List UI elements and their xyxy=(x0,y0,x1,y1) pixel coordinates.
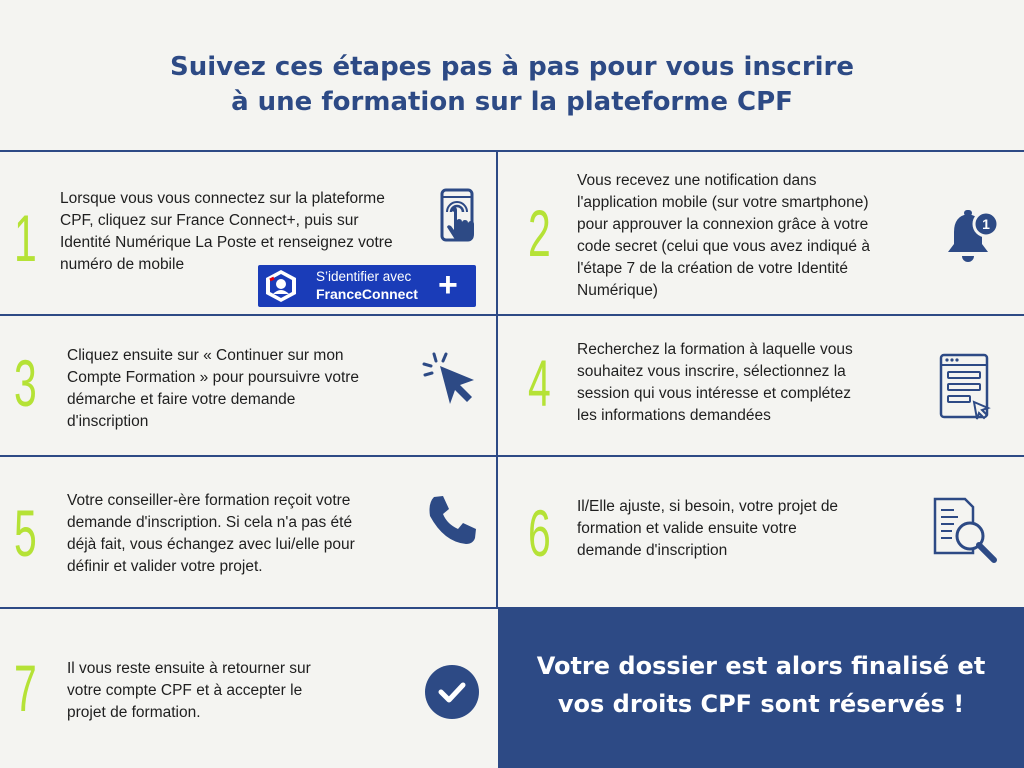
cursor-click-icon xyxy=(422,352,480,404)
title-line-1: Suivez ces étapes pas à pas pour vous inscrire xyxy=(169,52,855,82)
step-text-line: demande d'inscription. Si cela n'a pas été xyxy=(67,514,353,531)
step-text-line: souhaitez vous inscrire, sélectionnez la xyxy=(577,363,846,380)
step-text-line: CPF, cliquez sur France Connect+, puis sur xyxy=(60,212,359,229)
step-text-line: Vous recevez une notification dans xyxy=(577,172,817,189)
step-number: 3 xyxy=(14,346,37,420)
step-text-line: Recherchez la formation à laquelle vous xyxy=(577,341,853,358)
step-text-line: définir et valider votre projet. xyxy=(67,558,263,575)
franceconnect-button[interactable] xyxy=(258,265,476,307)
step-text-line: code secret (celui que vous avez indiqué à xyxy=(577,238,870,255)
notification-badge: 1 xyxy=(982,216,990,232)
step-text-line: d'inscription xyxy=(67,413,149,430)
final-line-1: Votre dossier est alors finalisé et xyxy=(536,652,986,680)
step-text-line: pour approuver la connexion grâce à votre xyxy=(577,216,869,233)
step-text-line: session qui vous intéresse et complétez xyxy=(577,385,851,402)
step-text-line: projet de formation. xyxy=(67,704,201,721)
step-number: 4 xyxy=(528,346,551,420)
step-number: 1 xyxy=(14,201,37,275)
step-text-line: Cliquez ensuite sur « Continuer sur mon xyxy=(67,347,344,364)
step-text-line: Votre conseiller-ère formation reçoit votre xyxy=(67,492,351,509)
step-number: 7 xyxy=(14,651,37,725)
divider-row-2 xyxy=(0,455,1024,457)
divider-row-1 xyxy=(0,314,1024,316)
step-text-line: numéro de mobile xyxy=(60,256,185,273)
divider-top xyxy=(0,150,1024,152)
final-message-box xyxy=(498,609,1024,768)
step-text-line: l'application mobile (sur votre smartphone) xyxy=(577,194,869,211)
step-text-line: demande d'inscription xyxy=(577,542,728,559)
divider-vertical xyxy=(496,150,498,609)
step-text-line: Il vous reste ensuite à retourner sur xyxy=(67,660,311,677)
step-text-line: Compte Formation » pour poursuivre votre xyxy=(67,369,360,386)
step-text-line: déjà fait, vous échangez avec lui/elle pour xyxy=(67,536,355,553)
phone-icon xyxy=(426,494,478,546)
franceconnect-logo-icon xyxy=(264,269,298,303)
franceconnect-label: S’identifier avec xyxy=(316,269,412,284)
step-number: 5 xyxy=(14,496,37,570)
step-text-line: l'étape 7 de la création de votre Identité xyxy=(577,260,848,277)
page-title xyxy=(0,50,1024,120)
step-text-line: Lorsque vous vous connectez sur la plateforme xyxy=(60,190,385,207)
step-text-line: formation et valide ensuite votre xyxy=(577,520,797,537)
step-text-line: démarche et faire votre demande xyxy=(67,391,296,408)
form-document-icon xyxy=(938,352,992,424)
step-number: 6 xyxy=(528,496,551,570)
step-text-line: les informations demandées xyxy=(577,407,771,424)
franceconnect-plus: + xyxy=(438,266,458,304)
checkmark-circle-icon xyxy=(424,664,480,720)
step-number: 2 xyxy=(528,196,551,270)
title-line-2: à une formation sur la plateforme CPF xyxy=(231,87,793,117)
step-text-line: Il/Elle ajuste, si besoin, votre projet de xyxy=(577,498,839,515)
step-text-line: votre compte CPF et à accepter le xyxy=(67,682,303,699)
franceconnect-name: FranceConnect xyxy=(316,286,418,302)
notification-bell-icon xyxy=(944,206,1002,266)
document-search-icon xyxy=(932,496,1002,566)
final-line-2: vos droits CPF sont réservés ! xyxy=(557,690,965,718)
step-text-line: Identité Numérique La Poste et renseignez votre xyxy=(60,234,393,251)
step-text-line: Numérique) xyxy=(577,282,658,299)
touch-phone-icon xyxy=(438,188,478,250)
